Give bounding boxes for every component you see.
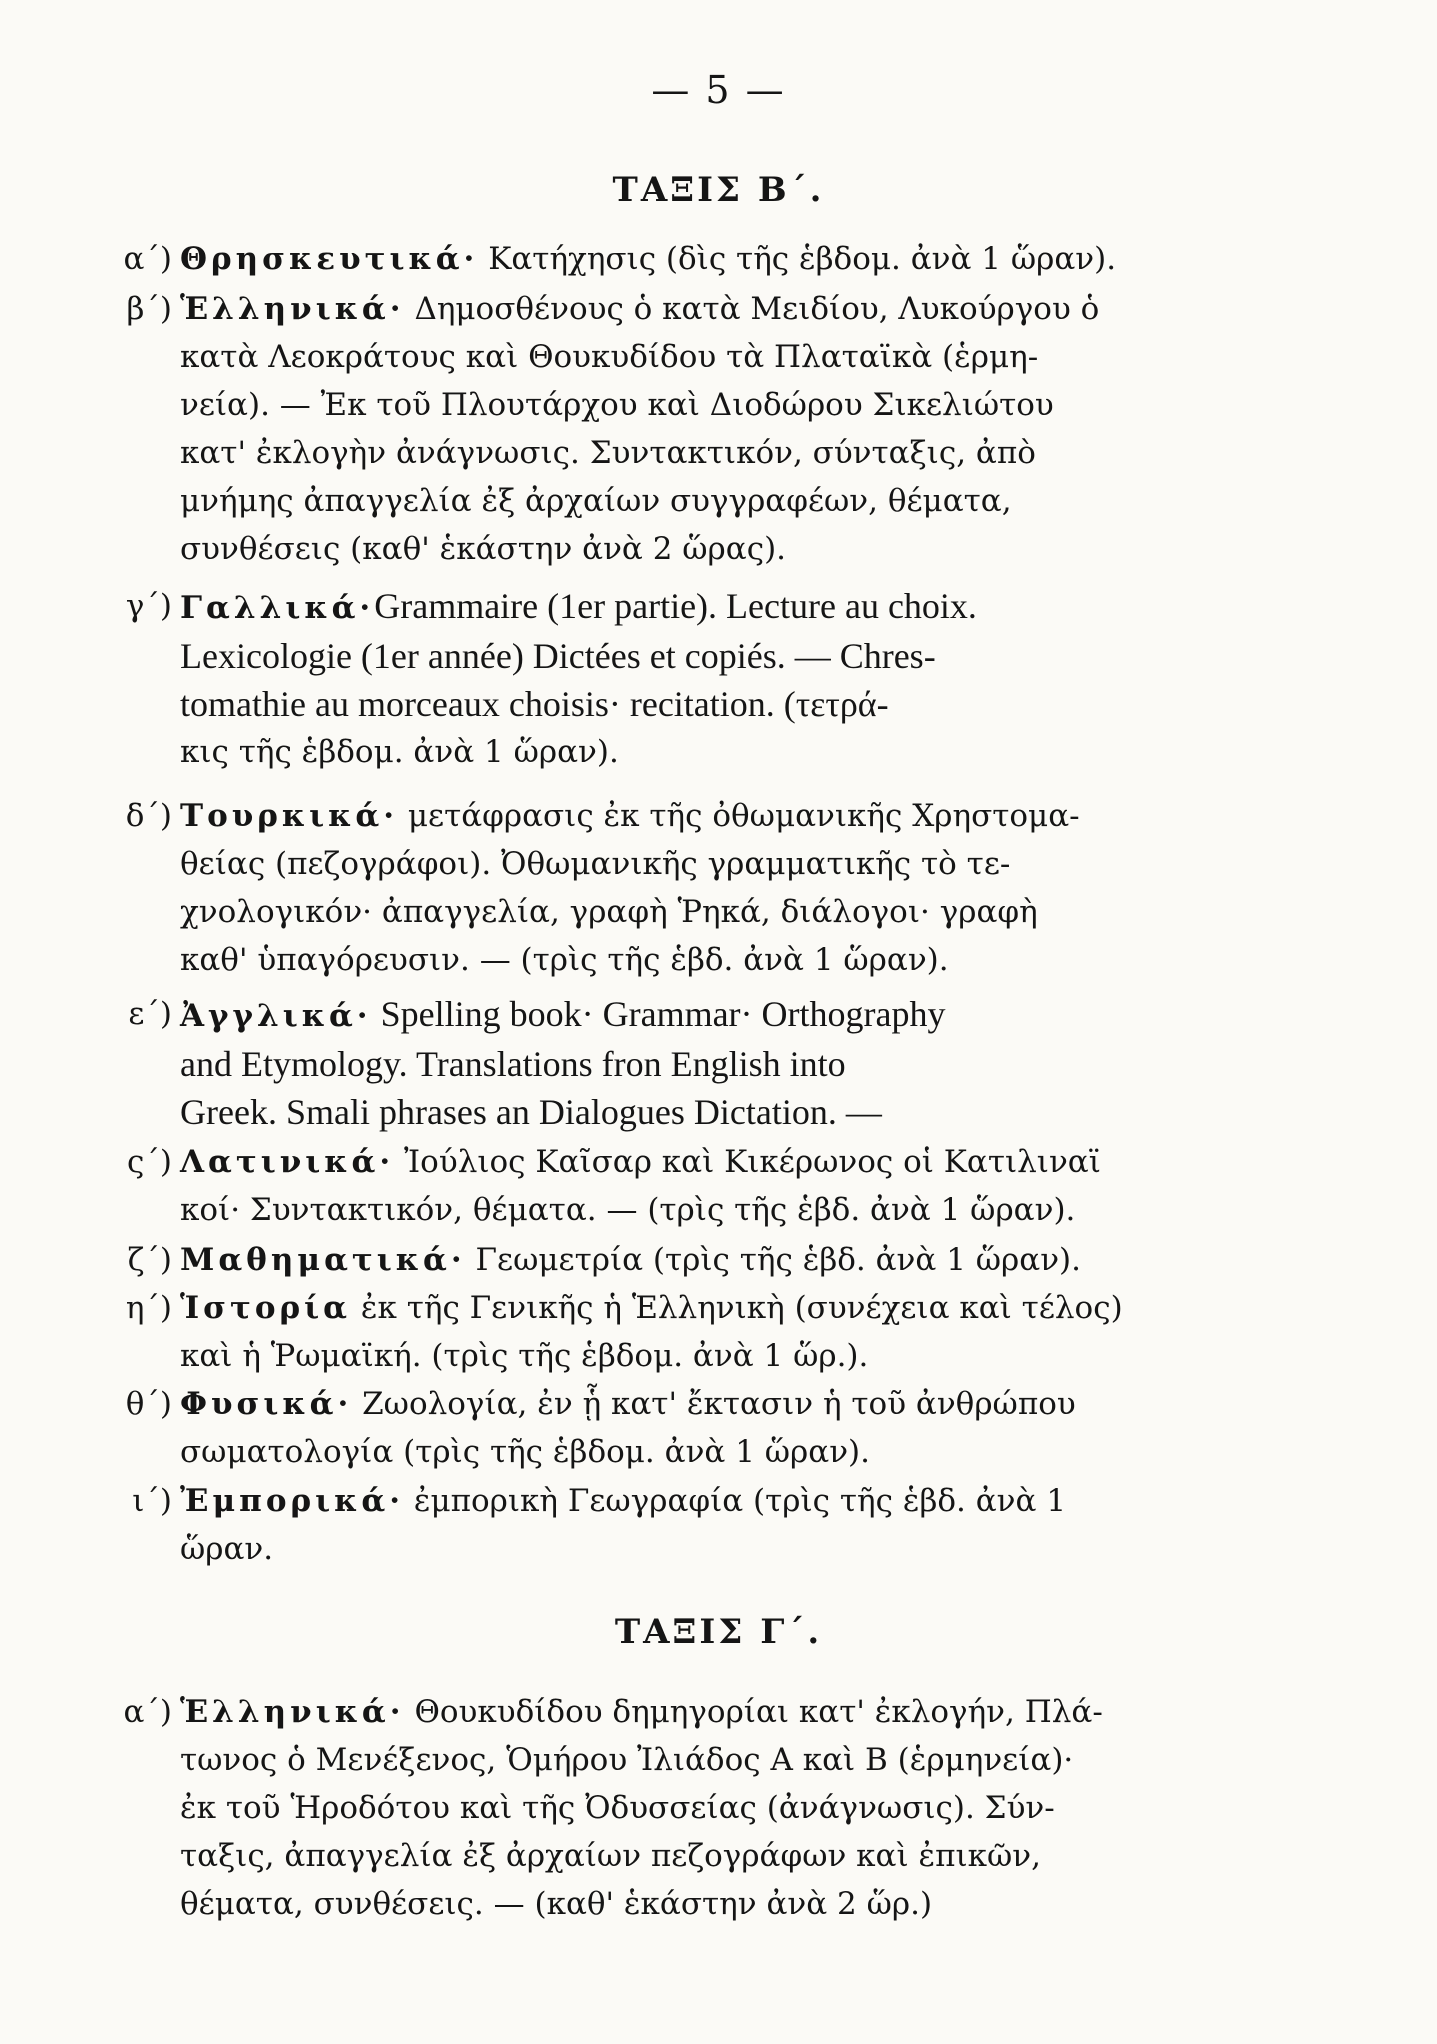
- entry-marker: δ΄): [125, 798, 172, 834]
- entry-subject: Γαλλικά·: [180, 590, 375, 626]
- entry-marker: α΄): [123, 1694, 172, 1730]
- entry-marker: ι΄): [132, 1483, 172, 1519]
- entry-line: συνθέσεις (καθ' ἑκάστην ἀνὰ 2 ὥρας).: [180, 531, 787, 567]
- entry-line: κατὰ Λεοκράτους καὶ Θουκυδίδου τὰ Πλαταϊκὰ (ἑρμη-: [180, 339, 1039, 375]
- entry-b-alpha: [123, 235, 1250, 283]
- entry-line: μνήμης ἀπαγγελία ἐξ ἀρχαίων συγγραφέων, θέματα,: [180, 483, 1012, 519]
- entry-b-gamma: [125, 582, 1250, 776]
- entry-b-stigma: [127, 1138, 1250, 1234]
- entry-line: μετάφρασις ἐκ τῆς ὀθωμανικῆς Χρηστομα-: [407, 798, 1080, 834]
- entry-subject: Ἀγγλικά·: [180, 998, 372, 1034]
- entry-b-eta: [125, 1284, 1250, 1380]
- entry-b-theta: [125, 1380, 1250, 1476]
- entry-subject: Λατινικά·: [180, 1144, 395, 1180]
- entry-subject: Ἑλληνικά·: [180, 1694, 405, 1730]
- entry-b-zeta: [127, 1236, 1250, 1284]
- section-title-g: ΤΑΞΙΣ Γ΄.: [614, 1612, 823, 1652]
- entry-b-delta: [125, 792, 1250, 984]
- entry-marker: β΄): [126, 291, 172, 327]
- entry-g-alpha: [123, 1688, 1250, 1928]
- entry-marker: α΄): [123, 241, 172, 277]
- entry-marker: θ΄): [125, 1386, 172, 1422]
- entry-line: ἐκ τῆς Γενικῆς ἡ Ἑλληνικὴ (συνέχεια καὶ τέλος): [360, 1290, 1123, 1326]
- entry-subject: Ἐμπορικά·: [180, 1483, 404, 1519]
- entry-line: Ζωολογία, ἐν ᾗ κατ' ἔκτασιν ἡ τοῦ ἀνθρώπου: [362, 1386, 1076, 1422]
- entry-line: Spelling book· Grammar· Orthography: [380, 994, 946, 1034]
- entry-line: χνολογικόν· ἀπαγγελία, γραφὴ Ῥηκά, διάλογοι· γραφὴ: [180, 894, 1038, 930]
- entry-line: κατ' ἐκλογὴν ἀνάγνωσις. Συντακτικόν, σύνταξις, ἀπὸ: [180, 435, 1036, 471]
- entry-line: τωνος ὁ Μενέξενος, Ὁμήρου Ἰλιάδος Α καὶ Β (ἑρμηνεία)·: [180, 1742, 1074, 1778]
- entry-b-epsilon: [128, 990, 1250, 1136]
- entry-line: ἐκ τοῦ Ἡροδότου καὶ τῆς Ὀδυσσείας (ἀνάγνωσις). Σύν-: [180, 1790, 1055, 1826]
- entry-subject: Ἱστορία: [180, 1290, 351, 1326]
- entry-line: καθ' ὑπαγόρευσιν. — (τρὶς τῆς ἑβδ. ἀνὰ 1 ὥραν).: [180, 942, 949, 978]
- entry-line: ὥραν.: [180, 1531, 274, 1567]
- entry-marker: γ΄): [125, 588, 172, 624]
- entry-line: Δημοσθένους ὁ κατὰ Μειδίου, Λυκούργου ὁ: [414, 291, 1100, 327]
- entry-line: Grammaire (1er partie). Lecture au choix.: [374, 586, 977, 626]
- entry-line: Ἰούλιος Καῖσαρ καὶ Κικέρωνος οἱ Κατιλιναϊ: [404, 1144, 1101, 1180]
- entry-line: σωματολογία (τρὶς τῆς ἑβδομ. ἀνὰ 1 ὥραν).: [180, 1434, 871, 1470]
- entry-line: and Etymology. Translations fron English into: [180, 1044, 846, 1084]
- entry-subject: Ἑλληνικά·: [180, 291, 405, 327]
- entry-subject: Φυσικά·: [180, 1386, 353, 1422]
- entry-subject: Τουρκικά·: [180, 798, 398, 834]
- entry-line: Γεωμετρία (τρὶς τῆς ἑβδ. ἀνὰ 1 ὥραν).: [475, 1242, 1082, 1278]
- entry-line: ἐμπορικὴ Γεωγραφία (τρὶς τῆς ἑβδ. ἀνὰ 1: [413, 1483, 1067, 1519]
- entry-line: θέματα, συνθέσεις. — (καθ' ἑκάστην ἀνὰ 2 ὥρ.): [180, 1886, 933, 1922]
- entry-line: νεία). — Ἐκ τοῦ Πλουτάρχου καὶ Διοδώρου Σικελιώτου: [180, 387, 1054, 423]
- entry-marker: ζ΄): [127, 1242, 172, 1278]
- entry-line: ταξις, ἀπαγγελία ἐξ ἀρχαίων πεζογράφων καὶ ἐπικῶν,: [180, 1838, 1042, 1874]
- entry-subject: Μαθηματικά·: [180, 1242, 466, 1278]
- section-title-b: ΤΑΞΙΣ Β΄.: [612, 170, 825, 210]
- entry-marker: ε΄): [128, 996, 172, 1032]
- entry-subject: Θρησκευτικά·: [180, 241, 479, 277]
- entry-line: Greek. Smali phrases an Dialogues Dictation. —: [180, 1092, 882, 1132]
- page-number: — 5 —: [651, 68, 786, 112]
- entry-marker: ς΄): [127, 1144, 172, 1180]
- entry-line: καὶ ἡ Ῥωμαϊκή. (τρὶς τῆς ἑβδομ. ἀνὰ 1 ὥρ.).: [180, 1338, 869, 1374]
- entry-b-iota: [132, 1477, 1250, 1573]
- entry-line: κοί· Συντακτικόν, θέματα. — (τρὶς τῆς ἑβδ. ἀνὰ 1 ὥραν).: [180, 1192, 1076, 1228]
- entry-line: κις τῆς ἑβδομ. ἀνὰ 1 ὥραν).: [180, 734, 619, 770]
- entry-marker: η΄): [125, 1290, 172, 1326]
- entry-line: θείας (πεζογράφοι). Ὀθωμανικῆς γραμματικῆς τὸ τε-: [180, 846, 1011, 882]
- entry-line: Κατήχησις (δὶς τῆς ἑβδομ. ἀνὰ 1 ὥραν).: [488, 241, 1117, 277]
- entry-line: Lexicologie (1er année) Dictées et copiés. — Chres-: [180, 636, 936, 676]
- entry-line: Θουκυδίδου δημηγορίαι κατ' ἐκλογήν, Πλά-: [414, 1694, 1103, 1730]
- entry-line: tomathie au morceaux choisis· recitation. (τετρά-: [180, 684, 889, 724]
- entry-b-beta: [126, 285, 1250, 573]
